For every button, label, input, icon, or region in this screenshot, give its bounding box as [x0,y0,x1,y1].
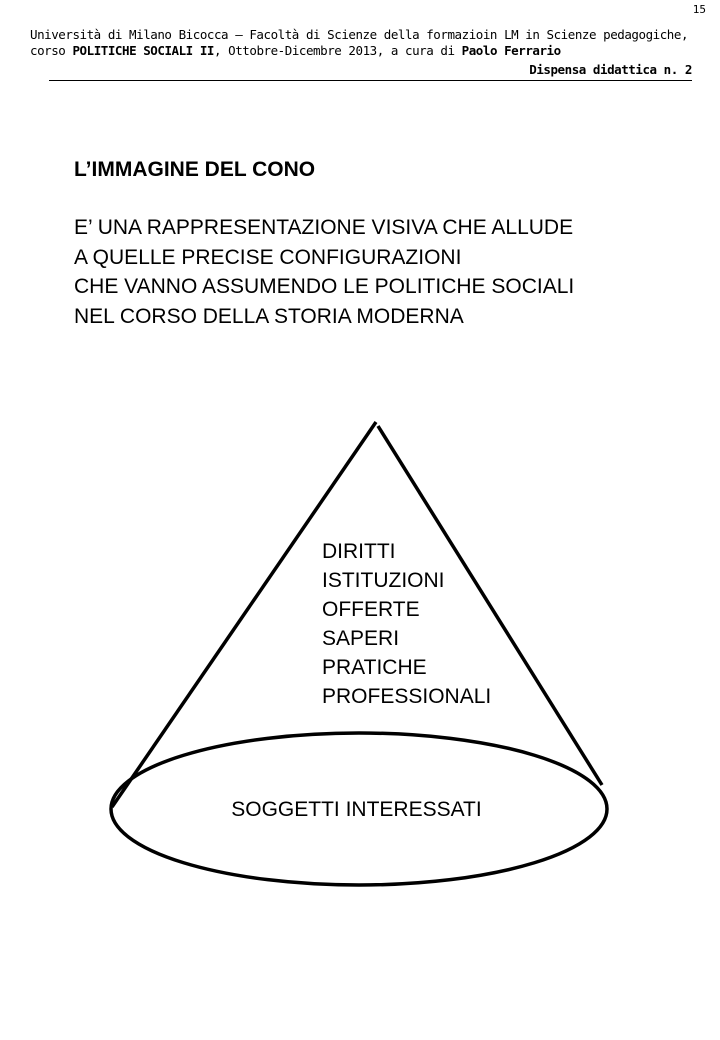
dispensa-label: Dispensa didattica n. 2 [529,62,692,77]
intro-line: NEL CORSO DELLA STORIA MODERNA [74,304,464,328]
cone-item-istituzioni: ISTITUZIONI [322,569,445,592]
cone-items-list [322,537,491,711]
course-name: POLITICHE SOCIALI II [72,43,214,58]
cone-item-professionali: PROFESSIONALI [322,685,492,708]
intro-line: E’ UNA RAPPRESENTAZIONE VISIVA CHE ALLUDE [74,216,574,239]
page-number: 15 [692,3,706,16]
page-title: L’IMMAGINE DEL CONO [74,158,316,181]
cone-base-label: SOGGETTI INTERESSATI [231,798,482,821]
cone-item-pratiche: PRATICHE [322,656,427,679]
header-course-prefix: corso [30,43,73,58]
author-name: Paolo Ferrario [461,43,561,58]
header-course-dates: , Ottobre-Dicembre 2013, a cura di [213,43,462,58]
intro-line: CHE VANNO ASSUMENDO LE POLITICHE SOCIALI [74,275,575,298]
cone-item-saperi: SAPERI [322,627,400,650]
header-institution-line: Università di Milano Bicocca – Facoltà di Scienze della formazioin LM in Scienze pedagogiche, [30,27,689,42]
cone-item-offerte: OFFERTE [322,598,420,621]
intro-line: A QUELLE PRECISE CONFIGURAZIONI [74,245,462,269]
cone-item-diritti: DIRITTI [322,540,396,563]
